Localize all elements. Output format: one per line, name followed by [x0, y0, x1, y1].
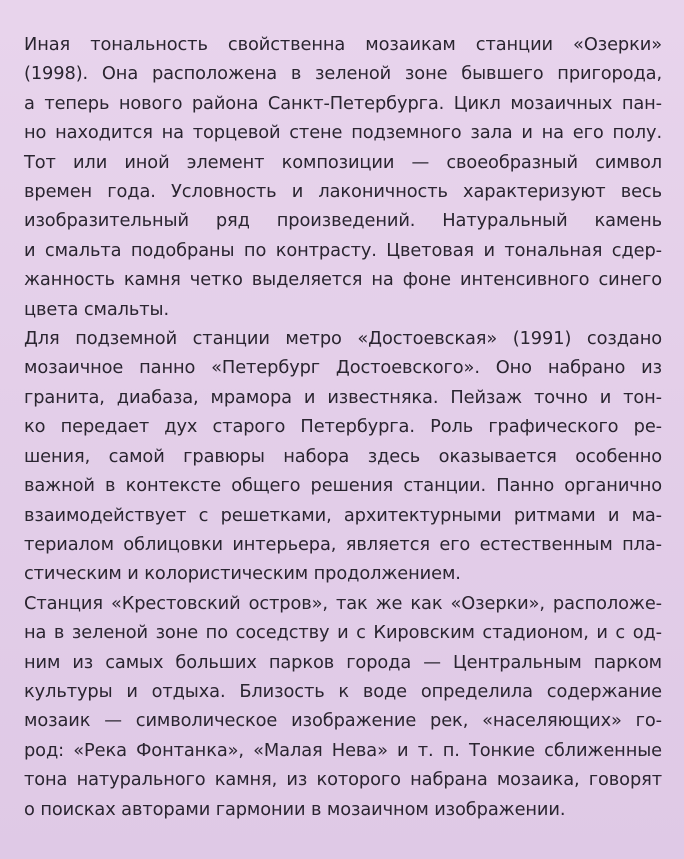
text-line: ним из самых больших парков города — Центральным парком: [24, 651, 662, 673]
text-line: культуры и отдыха. Близость к воде определила содержание: [24, 680, 662, 702]
article-text: [24, 30, 662, 824]
text-line: стическим и колористическим продолжением.: [24, 563, 461, 585]
text-line: важной в контексте общего решения станции. Панно органично: [24, 475, 662, 497]
text-line: тона натурального камня, из которого набрана мозаика, говорят: [24, 769, 662, 791]
text-line: на в зеленой зоне по соседству и с Кировским стадионом, и с од-: [24, 622, 662, 644]
text-line: изобразительный ряд произведений. Натуральный камень: [24, 210, 662, 232]
text-line: а теперь нового района Санкт-Петербурга. Цикл мозаичных пан-: [24, 92, 662, 114]
cut-off-next-line: [24, 850, 662, 859]
text-line: ко передает дух старого Петербурга. Роль графического ре-: [24, 416, 662, 438]
text-line: жанность камня четко выделяется на фоне интенсивного синего: [24, 269, 662, 291]
text-line: но находится на торцевой стене подземного зала и на его полу.: [24, 122, 662, 144]
text-line: взаимодействует с решетками, архитектурными ритмами и ма-: [24, 504, 662, 526]
text-line: шения, самой гравюры набора здесь оказывается особенно: [24, 445, 662, 467]
text-line: териалом облицовки интерьера, является его естественным пла-: [24, 533, 662, 555]
text-line: гранита, диабаза, мрамора и известняка. Пейзаж точно и тон-: [24, 386, 662, 408]
text-line: Для подземной станции метро «Достоевская» (1991) создано: [24, 328, 662, 350]
paragraph-dostoevskaya: [24, 324, 662, 589]
text-line: Станция «Крестовский остров», так же как «Озерки», расположе-: [24, 592, 662, 614]
text-line: о поисках авторами гармонии в мозаичном изображении.: [24, 798, 566, 820]
paragraph-ozerki: [24, 30, 662, 324]
text-line: Иная тональность свойственна мозаикам станции «Озерки»: [24, 34, 662, 55]
text-line: цвета смальты.: [24, 298, 170, 320]
paragraph-krestovsky: [24, 589, 662, 824]
text-line: род: «Река Фонтанка», «Малая Нева» и т. п. Тонкие сближенные: [24, 739, 662, 761]
text-line: мозаик — символическое изображение рек, «населяющих» го-: [24, 710, 662, 732]
text-line: (1998). Она расположена в зеленой зоне бывшего пригорода,: [24, 63, 662, 85]
text-line: Тот или иной элемент композиции — своеобразный символ: [24, 151, 662, 173]
text-line: и смальта подобраны по контрасту. Цветовая и тональная сдер-: [24, 239, 662, 261]
text-line: мозаичное панно «Петербург Достоевского». Оно набрано из: [24, 357, 662, 379]
text-line: времен года. Условность и лаконичность характеризуют весь: [24, 181, 662, 203]
